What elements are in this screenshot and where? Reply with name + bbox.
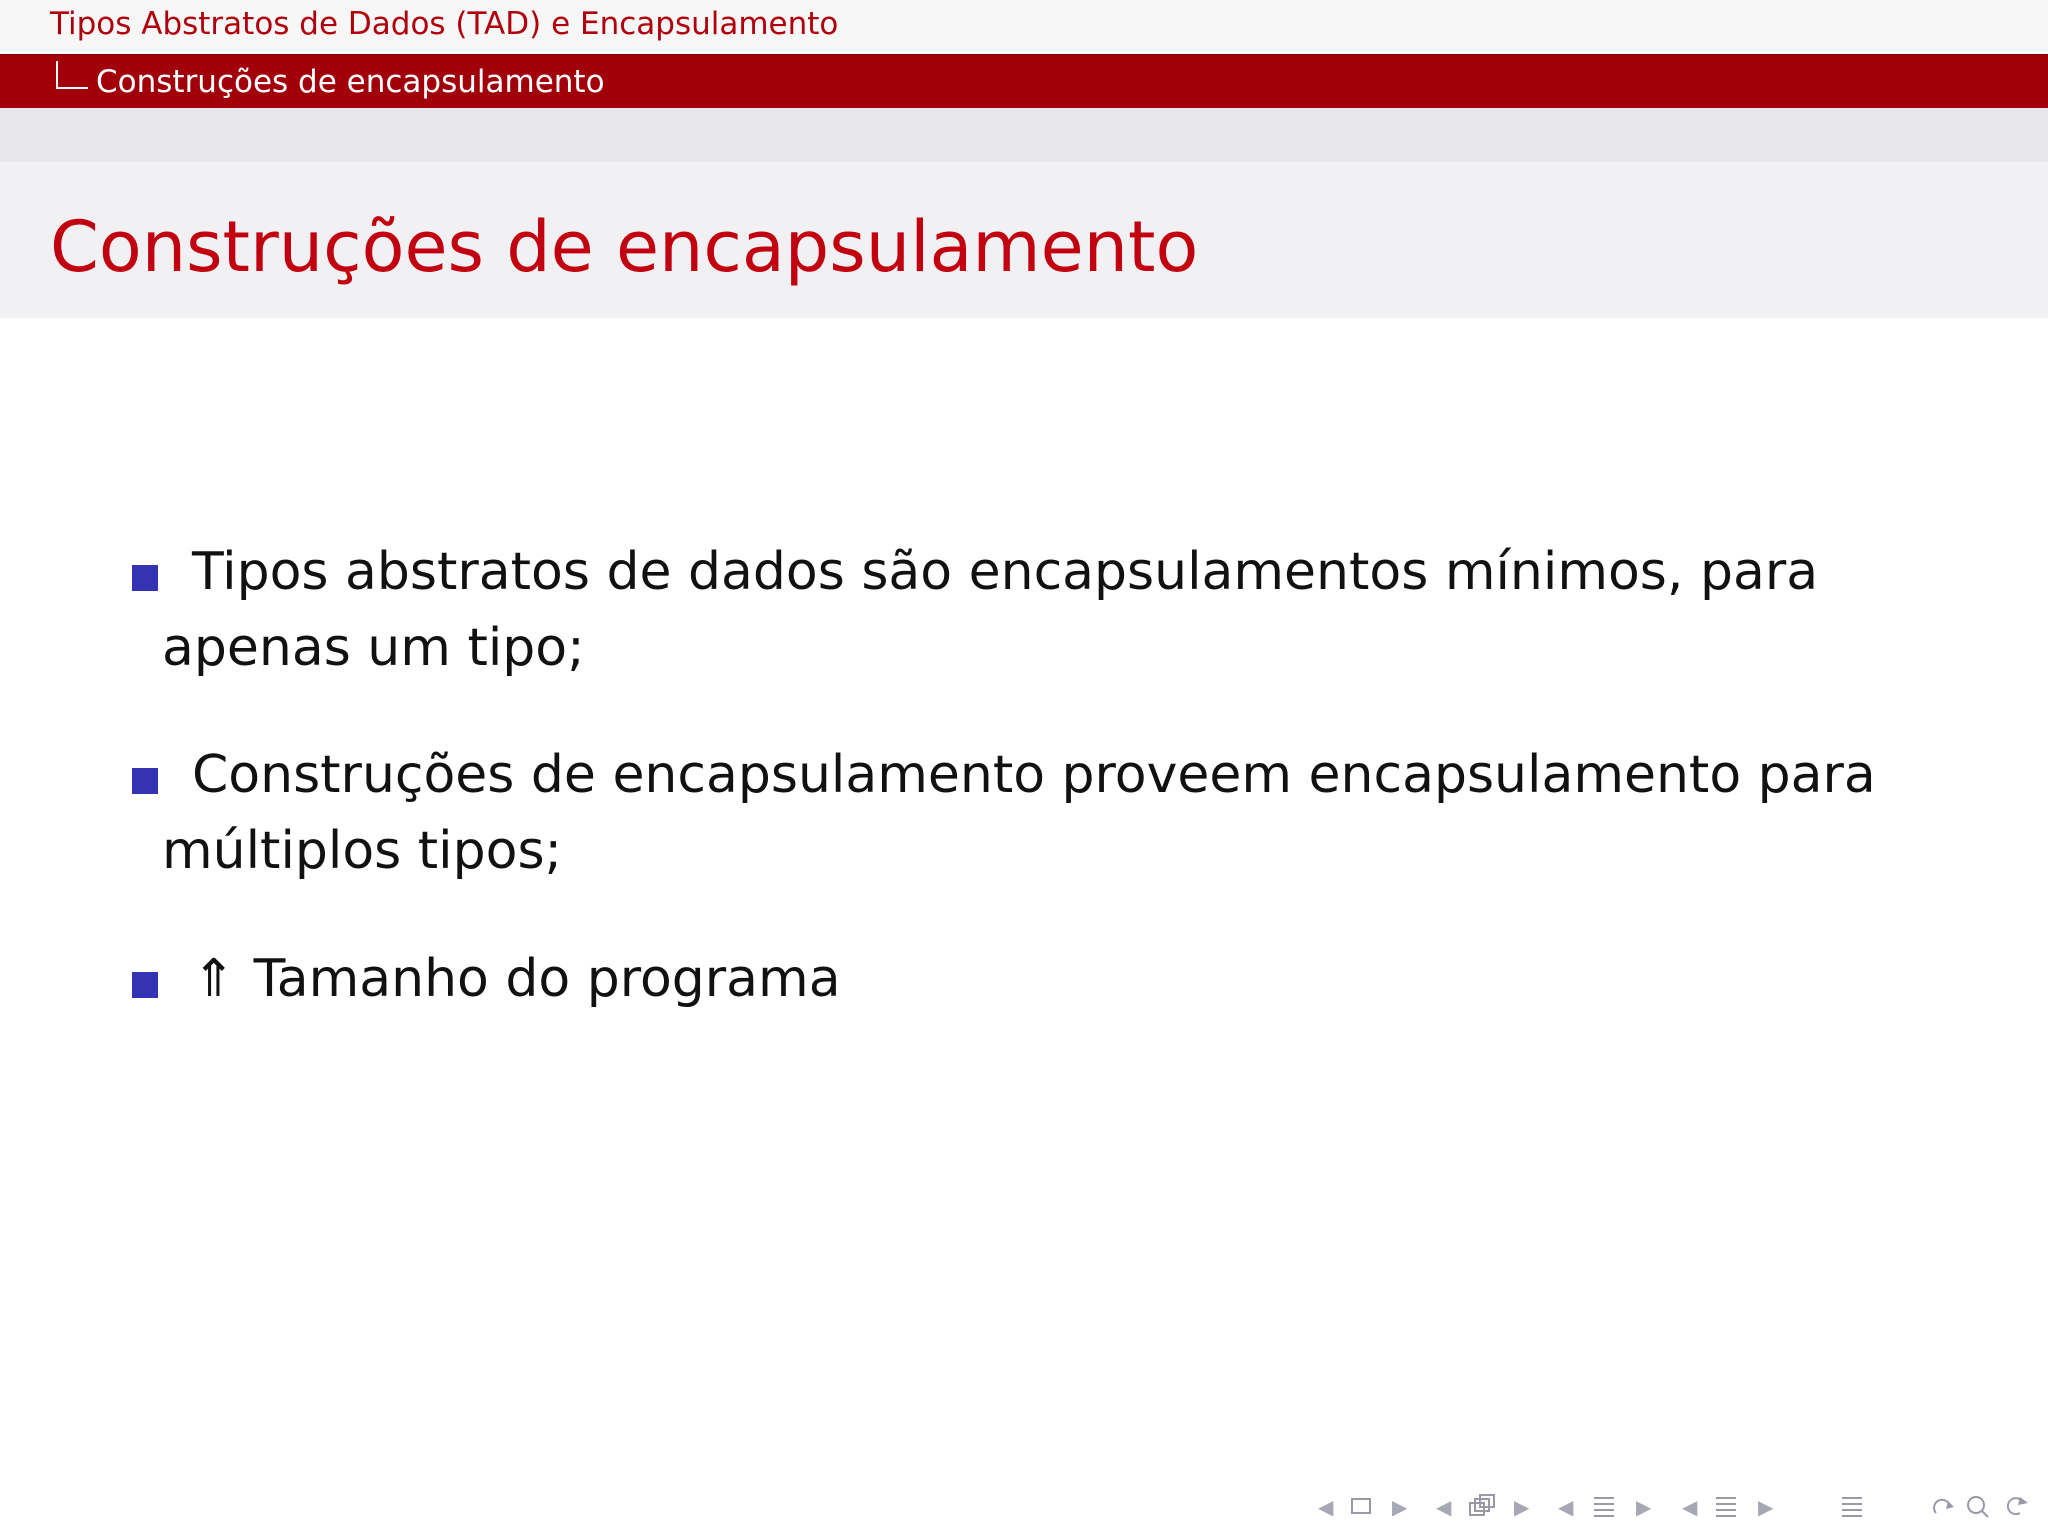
nav-left-arrow-icon[interactable]: ◀ bbox=[1558, 1495, 1574, 1519]
list-item-text: Tipos abstratos de dados são encapsulamentos mínimos, para bbox=[192, 542, 1819, 602]
nav-left-arrow-icon[interactable]: ◀ bbox=[1318, 1495, 1334, 1519]
list-item-text: Tamanho do programa bbox=[253, 949, 841, 1009]
list-item-text: apenas um tipo; bbox=[162, 618, 585, 678]
appendix-icon[interactable] bbox=[1714, 1494, 1738, 1520]
search-icon[interactable] bbox=[1924, 1493, 2032, 1521]
nav-left-arrow-icon[interactable]: ◀ bbox=[1682, 1495, 1698, 1519]
bullet-square-icon bbox=[132, 972, 158, 998]
nav-left-arrow-icon[interactable]: ◀ bbox=[1436, 1495, 1452, 1519]
nav-right-arrow-icon[interactable]: ▶ bbox=[1636, 1495, 1652, 1519]
nav-right-arrow-icon[interactable]: ▶ bbox=[1514, 1495, 1530, 1519]
bullet-square-icon bbox=[132, 768, 158, 794]
section-title[interactable]: Tipos Abstratos de Dados (TAD) e Encapsulamento bbox=[50, 6, 839, 42]
subsection-title[interactable]: Construções de encapsulamento bbox=[96, 64, 605, 100]
nav-right-arrow-icon[interactable]: ▶ bbox=[1758, 1495, 1774, 1519]
list-item-text: múltiplos tipos; bbox=[162, 821, 563, 881]
frame-icon[interactable] bbox=[1350, 1494, 1372, 1518]
bullet-square-icon bbox=[132, 565, 158, 591]
back-icon[interactable] bbox=[1840, 1494, 1864, 1520]
frame-title: Construções de encapsulamento bbox=[50, 206, 1199, 288]
section-icon[interactable] bbox=[1592, 1494, 1616, 1520]
double-up-arrow-icon: ⇑ bbox=[192, 949, 236, 1009]
subsection-icon[interactable] bbox=[1468, 1492, 1496, 1520]
nav-right-arrow-icon[interactable]: ▶ bbox=[1392, 1495, 1408, 1519]
beamer-navigation-symbols bbox=[1300, 1490, 2040, 1524]
list-item-text: Construções de encapsulamento proveem encapsulamento para bbox=[192, 745, 1876, 805]
